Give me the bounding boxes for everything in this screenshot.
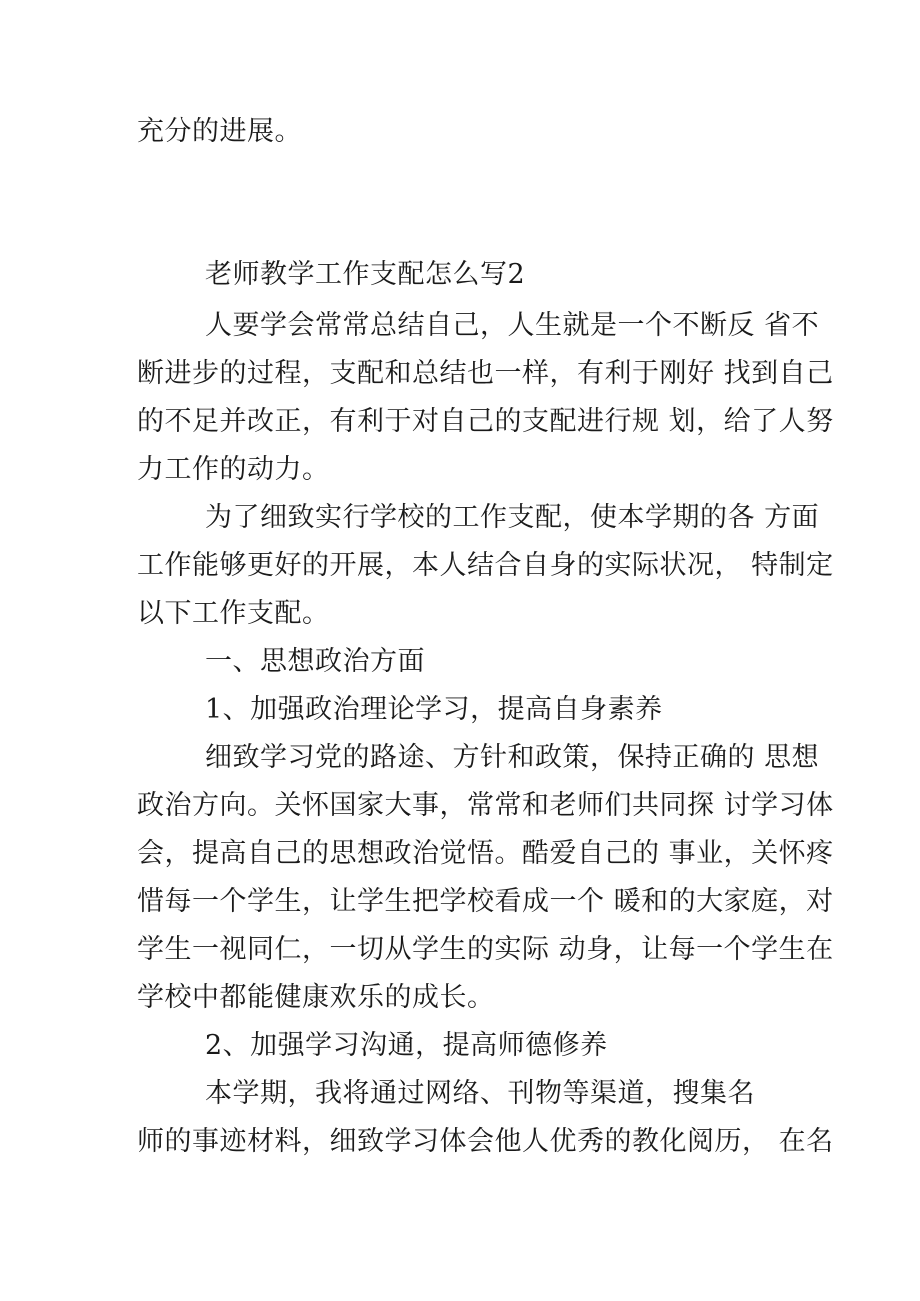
subsection-heading: 一、思想政治方面 (205, 646, 425, 677)
item-heading: 1、加强政治理论学习，提高自身素养 (205, 694, 663, 725)
text-line: 人要学会常常总结自己，人生就是一个不断反 省不 (205, 310, 820, 341)
text-line: 会，提高自己的思想政治觉悟。酷爱自己的 事业，关怀疼 (137, 838, 834, 869)
text-line: 的不足并改正，有利于对自己的支配进行规 划，给了人努 (137, 406, 834, 437)
text-line: 师的事迹材料，细致学习体会他人优秀的教化阅历， 在名 (137, 1126, 834, 1157)
text-line: 力工作的动力。 (137, 454, 330, 485)
text-line: 学校中都能健康欢乐的成长。 (137, 982, 495, 1013)
text-line: 断进步的过程，支配和总结也一样，有利于刚好 找到自己 (137, 358, 834, 389)
text-line: 为了细致实行学校的工作支配，使本学期的各 方面 (205, 502, 820, 533)
text-line: 充分的进展。 (137, 116, 302, 147)
text-line: 以下工作支配。 (137, 598, 330, 629)
text-line: 惜每一个学生，让学生把学校看成一个 暖和的大家庭，对 (137, 886, 834, 917)
section-heading: 老师教学工作支配怎么写2 (205, 259, 526, 290)
text-line: 本学期，我将通过网络、刊物等渠道，搜集名 (205, 1078, 755, 1109)
text-line: 政治方向。关怀国家大事，常常和老师们共同探 讨学习体 (137, 790, 834, 821)
text-line: 学生一视同仁，一切从学生的实际 动身，让每一个学生在 (137, 934, 834, 965)
text-line: 工作能够更好的开展，本人结合自身的实际状况， 特制定 (137, 550, 834, 581)
text-line: 细致学习党的路途、方针和政策，保持正确的 思想 (205, 742, 820, 773)
item-heading: 2、加强学习沟通，提高师德修养 (205, 1030, 608, 1061)
